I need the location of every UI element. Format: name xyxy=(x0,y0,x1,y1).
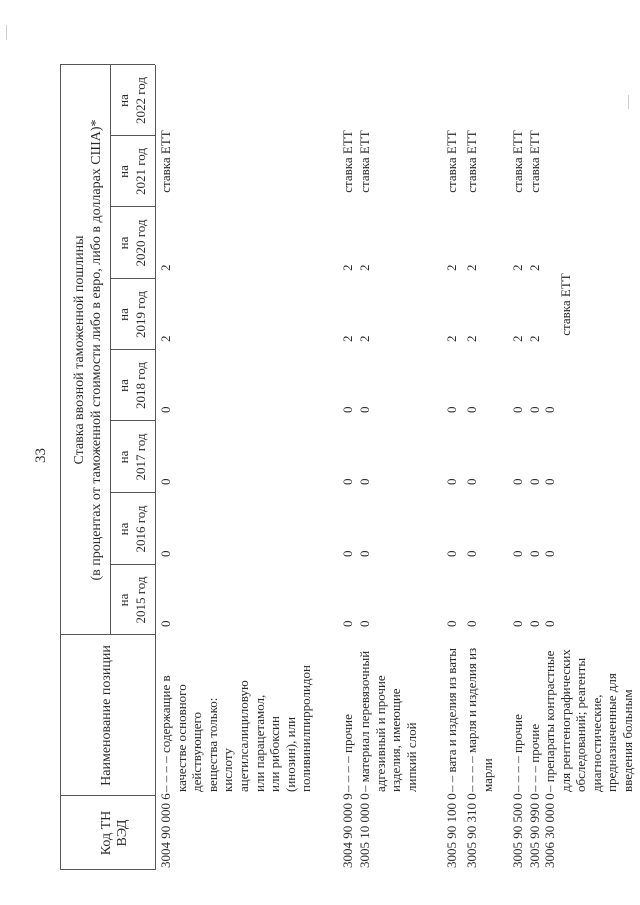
header-rate-subtitle: (в процентах от таможенной стоимости либо в евро, либо в долларах США)* xyxy=(89,119,104,581)
year-header-year: 2021 год xyxy=(133,148,148,195)
year-header-na: на xyxy=(116,165,131,178)
row-name-line: действующего xyxy=(189,712,205,792)
rate-cell: 0 xyxy=(464,550,479,557)
rate-cell: 0 xyxy=(464,620,479,627)
header-code: Код ТН ВЭД xyxy=(99,810,130,856)
rate-cell: 2 xyxy=(464,264,479,271)
rate-cell: 0 xyxy=(444,550,459,557)
header-divider xyxy=(110,65,111,635)
rate-cell: 0 xyxy=(527,550,542,557)
row-code: 3005 90 990 0 xyxy=(527,793,542,868)
row-name-line: кислоту xyxy=(220,748,236,792)
row-name-line: – – – – прочие xyxy=(340,714,355,792)
rate-cell: 0 xyxy=(340,620,355,627)
rate-cell: 0 xyxy=(527,406,542,413)
row-name-line: – – – – содержащие в xyxy=(158,675,173,792)
rate-cell: ставка ЕТТ xyxy=(357,130,372,193)
rate-cell: 0 xyxy=(158,550,173,557)
row-name-line: или рибоксин xyxy=(267,716,283,792)
row-name-line: обследований; реагенты xyxy=(573,657,589,792)
rate-cell: 0 xyxy=(357,550,372,557)
row-name-line: качестве основного xyxy=(173,684,189,792)
rate-cell: 0 xyxy=(542,406,557,413)
year-header-na: на xyxy=(116,450,131,464)
row-code: 3004 90 000 6 xyxy=(158,793,173,868)
rate-cell: 0 xyxy=(510,478,525,485)
year-header-year: 2022 год xyxy=(133,77,148,124)
row-code: 3005 10 000 0 xyxy=(357,793,372,868)
page-number: 33 xyxy=(33,448,49,463)
rate-cell: 0 xyxy=(158,620,173,627)
rate-cell: ставка ЕТТ xyxy=(158,130,173,193)
year-header-na: на xyxy=(116,379,131,392)
year-header-na: на xyxy=(116,94,131,107)
rate-cell: ставка ЕТТ xyxy=(527,130,542,193)
rate-cell: 2 xyxy=(527,335,542,342)
row-name-line: марли xyxy=(479,758,495,792)
row-name-line: введения больным xyxy=(620,689,635,792)
row-name-line: вещества только: xyxy=(204,697,220,792)
rate-cell: 0 xyxy=(357,620,372,627)
rate-cell: 2 xyxy=(340,335,355,342)
year-header-na: на xyxy=(116,522,131,536)
year-header-year: 2016 год xyxy=(133,505,148,553)
year-header-year: 2015 год xyxy=(133,576,148,624)
row-code: 3005 90 500 0 xyxy=(510,793,525,868)
row-name-line: (инозин), или xyxy=(282,716,298,792)
row-name-line: поливинилпирролидон xyxy=(298,665,314,792)
row-code: 3004 90 000 9 xyxy=(340,793,355,868)
rate-cell: 0 xyxy=(542,550,557,557)
rate-cell: 0 xyxy=(340,478,355,485)
rate-cell: 0 xyxy=(340,406,355,413)
rate-cell: ставка ЕТТ xyxy=(510,130,525,193)
rate-cell: 0 xyxy=(340,550,355,557)
rate-cell: 0 xyxy=(527,478,542,485)
rate-cell: ставка ЕТТ xyxy=(340,130,355,193)
rate-cell: 2 xyxy=(340,264,355,271)
rate-cell: 2 xyxy=(357,264,372,271)
rate-cell: ставка ЕТТ xyxy=(558,273,573,336)
row-name-line: диагностические, xyxy=(588,694,604,792)
table-border-top xyxy=(60,65,61,870)
row-name-line: ацетилсалициловую xyxy=(236,680,251,792)
row-name-line: адгезивный и прочие xyxy=(372,675,388,792)
rate-cell: 0 xyxy=(527,620,542,627)
row-name-line: – – – прочие xyxy=(527,723,542,792)
row-name-line: – – – – марля и изделия из xyxy=(464,647,479,792)
rate-cell: 0 xyxy=(510,620,525,627)
rate-cell: 0 xyxy=(510,550,525,557)
rate-cell: 0 xyxy=(444,406,459,413)
year-header-na: на xyxy=(116,593,131,607)
rate-cell: 0 xyxy=(444,620,459,627)
rate-cell: 2 xyxy=(444,264,459,271)
scan-edge-mark xyxy=(6,25,7,40)
rate-cell: 0 xyxy=(464,406,479,413)
rate-cell: 2 xyxy=(464,335,479,342)
rate-cell: 2 xyxy=(357,335,372,342)
rate-cell: 2 xyxy=(158,335,173,342)
row-name-line: изделия, имеющие xyxy=(388,688,404,792)
row-name-line: липкий слой xyxy=(403,722,419,792)
row-name-line: – препараты контрастные xyxy=(542,650,557,792)
year-header-year: 2017 год xyxy=(133,433,148,481)
rate-cell: 2 xyxy=(444,335,459,342)
rate-cell: 2 xyxy=(527,264,542,271)
row-code: 3006 30 000 0 xyxy=(542,793,557,868)
row-name-line: – материал перевязочный xyxy=(357,650,372,792)
row-name-line: или парацетамол, xyxy=(251,694,267,792)
rate-cell: 0 xyxy=(158,478,173,485)
header-name: Наименование позиции xyxy=(99,645,114,786)
row-code: 3005 90 310 0 xyxy=(464,793,479,868)
rate-cell: 2 xyxy=(158,264,173,271)
rate-cell: ставка ЕТТ xyxy=(444,130,459,193)
rate-cell: 2 xyxy=(510,264,525,271)
scan-edge-mark xyxy=(628,95,629,109)
rate-cell: 0 xyxy=(464,478,479,485)
header-rate-title: Ставка ввозной таможенной пошлины xyxy=(72,235,87,465)
header-bottom xyxy=(155,65,156,870)
row-name-line: – – вата и изделия из ваты xyxy=(444,647,459,792)
row-name-line: для рентгенографических xyxy=(557,649,573,792)
rate-cell: 0 xyxy=(357,478,372,485)
rate-cell: 2 xyxy=(510,335,525,342)
row-name-line: – – – – прочие xyxy=(510,714,525,792)
tariff-table xyxy=(60,65,635,870)
rate-cell: 0 xyxy=(357,406,372,413)
rate-cell: 0 xyxy=(444,478,459,485)
rate-cell: 0 xyxy=(542,478,557,485)
rate-cell: 0 xyxy=(542,620,557,627)
rate-cell: 0 xyxy=(158,406,173,413)
year-header-na: на xyxy=(116,308,131,321)
row-name-line: предназначенные для xyxy=(604,673,620,792)
year-header-year: 2020 год xyxy=(133,219,148,267)
year-header-year: 2019 год xyxy=(133,291,148,338)
rate-cell: ставка ЕТТ xyxy=(464,130,479,193)
year-header-year: 2018 год xyxy=(133,362,148,409)
rate-cell: 0 xyxy=(510,406,525,413)
year-header-na: на xyxy=(116,236,131,250)
row-code: 3005 90 100 0 xyxy=(444,793,459,868)
